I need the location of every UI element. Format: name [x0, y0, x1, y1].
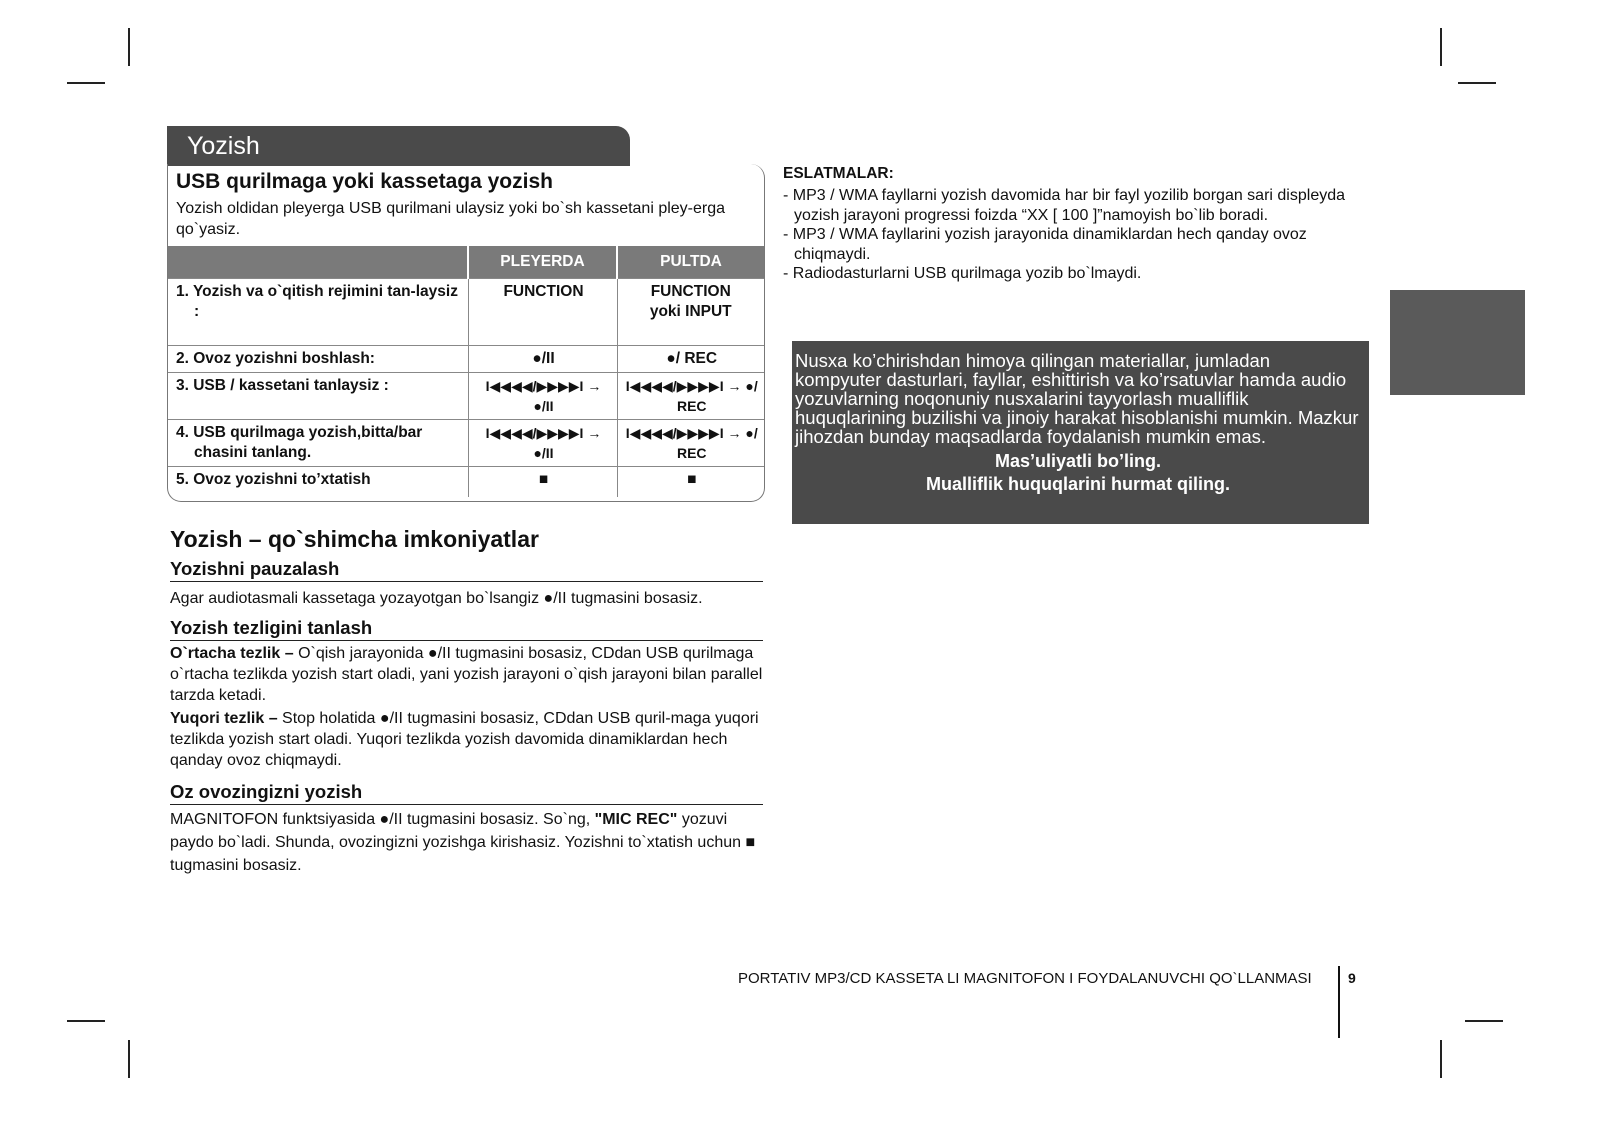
table-header-row: [168, 246, 764, 279]
crop-mark: [1440, 1040, 1442, 1078]
table-header-blank: [168, 246, 468, 279]
speed-normal-paragraph: [170, 643, 770, 706]
remote-button: FUNCTION yoki INPUT: [617, 279, 764, 346]
speed-high-text: Stop holatida ●/II tugmasini bosasiz, CDdan USB quril-maga yuqori tezlikda yozish start oladi. Yuqori tezlikda yozish davomida dinamiklardan hech qanday ovoz chiqmaydi.: [170, 710, 759, 769]
copyright-warning-box: [792, 341, 1369, 524]
table-row: [168, 346, 764, 373]
voice-paragraph: [170, 808, 760, 877]
usb-section-intro: Yozish oldidan pleyerga USB qurilmani ulaysiz yoki bo`sh kassetani pley-erga qo`yasiz.: [176, 200, 726, 238]
crop-mark: [128, 1040, 130, 1078]
remote-button: I◀◀◀◀/▶▶▶▶I → ●/ REC: [617, 373, 764, 420]
page-number-divider: [1338, 966, 1340, 1038]
table-row: [168, 467, 764, 497]
speed-high-label: Yuqori tezlik –: [170, 710, 278, 727]
warning-line-1: Mas’uliyatli bo’ling.: [994, 451, 1162, 471]
table-row: [168, 420, 764, 467]
player-button: ●/II: [468, 346, 617, 373]
chapter-side-tab: [1390, 290, 1525, 395]
page-number: 9: [1348, 970, 1356, 986]
table-header-remote: PULTDA: [617, 246, 764, 279]
stop-icon: ■: [468, 467, 617, 497]
usb-recording-box: [167, 164, 765, 502]
crop-mark: [67, 1020, 105, 1022]
stop-icon: ■: [617, 467, 764, 497]
recording-steps-table: [168, 246, 764, 497]
note-item: - MP3 / WMA fayllarini yozish jarayonida dinamiklardan hech qanday ovoz chiqmaydi.: [783, 226, 1307, 263]
step-label: 1. Yozish va o`qitish rejimini tan-laysiz :: [168, 279, 468, 346]
speed-high-paragraph: [170, 708, 770, 771]
remote-button: ●/ REC: [617, 346, 764, 373]
crop-mark: [1458, 82, 1496, 84]
section-title: Yozish: [167, 126, 630, 166]
crop-mark: [1440, 28, 1442, 66]
step-label: 2. Ovoz yozishni boshlash:: [168, 346, 468, 373]
player-button: FUNCTION: [468, 279, 617, 346]
step-label: 5. Ovoz yozishni to’xtatish: [168, 467, 468, 497]
table-header-player: PLEYERDA: [468, 246, 617, 279]
note-item: - Radiodasturlarni USB qurilmaga yozib bo`lmaydi.: [783, 265, 1142, 282]
table-row: [168, 279, 764, 346]
extras-title: Yozish – qo`shimcha imkoniyatlar: [170, 526, 539, 552]
voice-text-a: MAGNITOFON funktsiyasida ●/II tugmasini bosasiz. So`ng,: [170, 811, 591, 828]
step-label: 4. USB qurilmaga yozish,bitta/bar chasini tanlang.: [168, 420, 468, 467]
table-row: [168, 373, 764, 420]
footer-text: PORTATIV MP3/CD KASSETA LI MAGNITOFON I FOYDALANUVCHI QO`LLANMASI: [738, 970, 1312, 987]
crop-mark: [67, 82, 105, 84]
speed-normal-label: O`rtacha tezlik –: [170, 645, 294, 662]
notes-title: ESLATMALAR:: [783, 165, 894, 182]
notes-list: [783, 186, 1373, 284]
player-button: I◀◀◀◀/▶▶▶▶I → ●/II: [468, 373, 617, 420]
voice-text-b: yozuvi paydo bo`ladi. Shunda, ovozingizni yozishga kirishasiz. Yozishni to`xtatish uchun ■ tugmasini bosasiz.: [170, 811, 756, 874]
pause-heading: Yozishni pauzalash: [170, 558, 763, 582]
step-label: 3. USB / kassetani tanlaysiz :: [168, 373, 468, 420]
remote-button: I◀◀◀◀/▶▶▶▶I → ●/ REC: [617, 420, 764, 467]
warning-text: Nusxa ko’chirishdan himoya qilingan materiallar, jumladan kompyuter dasturlari, fayllar, eshittirish va ko’rsatuvlar hamda audio yozuvlarning noqonuniy nusxalarini tayyorlash mualliflik huquqlarining buzilishi va jinoiy harakat hisoblanishi mumkin. Mazkur jihozdan bunday maqsadlarda foydalanish mumkin emas.: [795, 350, 1359, 447]
speed-normal-text: O`qish jarayonida ●/II tugmasini bosasiz, CDdan USB qurilmaga o`rtacha tezlikda yozish start oladi, yani yozish jarayoni o`qish jarayoni bilan parallel tarzda ketadi.: [170, 645, 763, 704]
crop-mark: [128, 28, 130, 66]
mic-rec-label: "MIC REC": [594, 811, 678, 828]
speed-heading: Yozish tezligini tanlash: [170, 617, 763, 641]
voice-heading: Oz ovozingizni yozish: [170, 781, 763, 805]
note-item: - MP3 / WMA fayllarni yozish davomida har bir fayl yozilib borgan sari displeyda yozish jarayoni progressi foizda “XX [ 100 ]”namoyish bo`lib boradi.: [783, 187, 1346, 224]
crop-mark: [1465, 1020, 1503, 1022]
usb-section-title: USB qurilmaga yoki kassetaga yozish: [176, 170, 553, 193]
player-button: I◀◀◀◀/▶▶▶▶I → ●/II: [468, 420, 617, 467]
warning-line-2: Mualliflik huquqlarini hurmat qiling.: [926, 474, 1230, 494]
pause-text: Agar audiotasmali kassetaga yozayotgan bo`lsangiz ●/II tugmasini bosasiz.: [170, 590, 703, 607]
